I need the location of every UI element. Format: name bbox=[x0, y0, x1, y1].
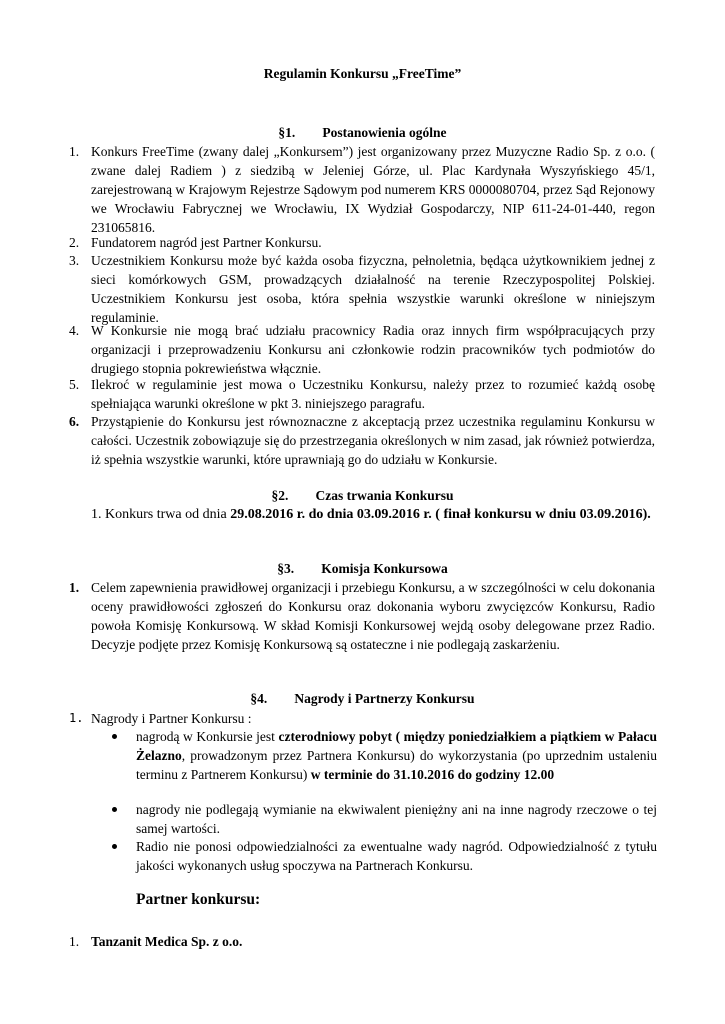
prize-details: , prowadzonym przez Partnera Konkursu) do wykorzystania (po uprzednim ustaleniu terminu z Partnerem Konkursu) bbox=[136, 748, 657, 782]
prize-bullet-2 bbox=[112, 800, 657, 838]
item-number: 1. bbox=[69, 711, 84, 725]
item-number: 2. bbox=[69, 235, 80, 250]
item-number: 1. bbox=[69, 580, 80, 595]
section-1-number: §1. bbox=[278, 125, 296, 140]
bullet-text: Radio nie ponosi odpowiedzialności za ewentualne wady nagród. Odpowiedzialność z tytułu jakości wykonanych usług spoczywa na Partnerach Konkursu. bbox=[136, 839, 657, 873]
bullet-icon bbox=[112, 807, 117, 812]
item-text: W Konkursie nie mogą brać udziału pracownicy Radia oraz innych firm współpracujących przy organizacji i przeprowadzeniu Konkursu ani członkowie rodzin pracowników tych podmiotów do drugiego stopnia pokrewieństwa włącznie. bbox=[91, 323, 655, 376]
item-number: 1. bbox=[91, 507, 102, 522]
item-number: 6. bbox=[69, 414, 80, 429]
section-1-title: Postanowienia ogólne bbox=[322, 125, 447, 140]
section-4-heading bbox=[0, 689, 725, 708]
bullet-text bbox=[136, 727, 657, 784]
prize-bullet-3 bbox=[112, 837, 657, 875]
section-1-item-2 bbox=[69, 233, 655, 252]
section-3-number: §3. bbox=[277, 561, 295, 576]
section-4-number: §4. bbox=[250, 691, 268, 706]
section-2-item-1 bbox=[91, 505, 656, 525]
item-text: Celem zapewnienia prawidłowej organizacji i przebiegu Konkursu, a w szczególności w celu dokonania oceny prawidłowości zgłoszeń do Konkursu oraz dokonania wyboru zwycięzców Konkursu, Radio powoła Komisję Konkursową. W skład Komisji Konkursowej wejdą osoby delegowane przez Radio. Decyzje podjęte przez Komisję Konkursową są ostateczne i nie podlegają zaskarżeniu. bbox=[91, 580, 655, 652]
item-number: 1. bbox=[69, 934, 80, 949]
document-title: Regulamin Konkursu „FreeTime” bbox=[263, 66, 462, 81]
bullet-icon bbox=[112, 734, 117, 739]
section-3-heading bbox=[0, 559, 725, 578]
partner-heading: Partner konkursu: bbox=[136, 891, 261, 908]
section-1-heading bbox=[0, 123, 725, 142]
section-3-item-1 bbox=[69, 578, 655, 654]
prize-description: czterodniowy pobyt ( między poniedziałkiem a piątkiem w Pałacu Żelazno bbox=[136, 729, 657, 763]
prize-bullet-1 bbox=[112, 727, 657, 784]
partner-item-1 bbox=[69, 932, 655, 951]
partner-name: Tanzanit Medica Sp. z o.o. bbox=[91, 934, 243, 949]
item-text: Nagrody i Partner Konkursu : bbox=[91, 711, 252, 726]
item-text: Fundatorem nagród jest Partner Konkursu. bbox=[91, 235, 322, 250]
section-1-item-1 bbox=[69, 142, 655, 237]
section-2-heading bbox=[0, 486, 725, 505]
item-number: 3. bbox=[69, 253, 80, 268]
item-text: Konkurs FreeTime (zwany dalej „Konkursem”) jest organizowany przez Muzyczne Radio Sp. z o.o. ( zwane dalej Radiem ) z siedzibą w Jeleniej Górze, ul. Plac Kardynała Wyszyńskiego 45/1, zarejestrowaną w Krajowym Rejestrze Sądowym pod numerem KRS 0000080704, przez Sąd Rejonowy we Wrocławiu Fabrycznej we Wrocławiu, IX Wydział Gospodarczy, NIP 611-24-01-440, regon 231065816. bbox=[91, 144, 655, 235]
item-number: 5. bbox=[69, 377, 80, 392]
prize-deadline: w terminie do 31.10.2016 do godziny 12.00 bbox=[310, 767, 555, 782]
duration-text: Konkurs trwa od dnia bbox=[105, 507, 231, 522]
item-number: 4. bbox=[69, 323, 80, 338]
section-1-item-4 bbox=[69, 321, 655, 378]
prize-intro: nagrodą w Konkursie jest bbox=[136, 729, 279, 744]
item-text: Uczestnikiem Konkursu może być każda osoba fizyczna, pełnoletnia, będąca użytkownikiem jednej z sieci komórkowych GSM, prowadzących działalność na terenie Rzeczypospolitej Polskiej. Uczestnikiem Konkursu jest osoba, która spełnia wszystkie warunki określone w niniejszym regulaminie. bbox=[91, 253, 655, 325]
bullet-icon bbox=[112, 844, 117, 849]
item-text: Ilekroć w regulaminie jest mowa o Uczestniku Konkursu, należy przez to rozumieć każdą osobę spełniająca warunki określone w pkt 3. niniejszego paragrafu. bbox=[91, 377, 655, 411]
duration-dates: 29.08.2016 r. do dnia 03.09.2016 r. ( finał konkursu w dniu 03.09.2016). bbox=[230, 507, 651, 522]
section-4-title: Nagrody i Partnerzy Konkursu bbox=[294, 691, 475, 706]
section-1-item-3 bbox=[69, 251, 655, 327]
item-number: 1. bbox=[69, 144, 80, 159]
section-1-item-5 bbox=[69, 375, 655, 413]
section-1-item-6 bbox=[69, 412, 655, 469]
bullet-text: nagrody nie podlegają wymianie na ekwiwalent pieniężny ani na inne nagrody rzeczowe o tej samej wartości. bbox=[136, 802, 657, 836]
section-3-title: Komisja Konkursowa bbox=[321, 561, 448, 576]
section-4-item-1 bbox=[69, 709, 655, 728]
section-2-title: Czas trwania Konkursu bbox=[315, 488, 454, 503]
section-2-number: §2. bbox=[271, 488, 289, 503]
item-text: Przystąpienie do Konkursu jest równoznaczne z akceptacją przez uczestnika regulaminu Konkursu w całości. Uczestnik zobowiązuje się do przestrzegania określonych w nim zasad, jak również potwierdza, iż spełnia wszystkie warunki, które uprawniają go do udziału w Konkursie. bbox=[91, 414, 655, 467]
